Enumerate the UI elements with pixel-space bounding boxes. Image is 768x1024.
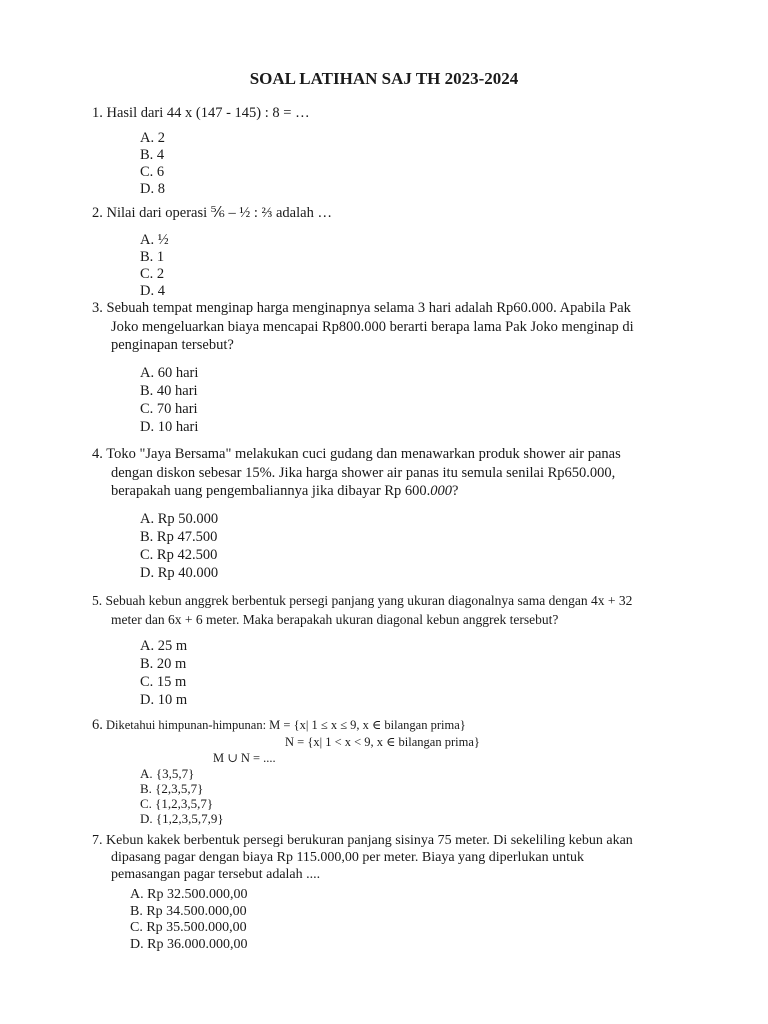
option-b: B. 40 hari	[140, 383, 198, 399]
option-c: C. {1,2,3,5,7}	[140, 796, 214, 811]
question-4-line-1: 4. Toko "Jaya Bersama" melakukan cuci gudang dan menawarkan produk shower air panas	[92, 446, 621, 462]
option-a: A. 25 m	[140, 638, 188, 654]
option-b: B. 20 m	[140, 656, 187, 672]
option-a: A. 60 hari	[140, 365, 199, 381]
question-1	[92, 104, 682, 123]
option-d: D. 10 hari	[140, 419, 199, 435]
option-d: D. 10 m	[140, 692, 188, 708]
option-c: C. Rp 35.500.000,00	[130, 920, 247, 935]
option-b: B. 4	[140, 147, 165, 163]
question-1-options	[140, 130, 165, 198]
question-6-intro: Diketahui himpunan-himpunan: M = {x| 1 ≤ x ≤ 9, x ∈ bilangan prima}	[106, 718, 466, 732]
question-3-line-1: 3. Sebuah tempat menginap harga menginapnya selama 3 hari adalah Rp60.000. Apabila Pak	[92, 300, 631, 316]
question-3-line-2: Joko mengeluarkan biaya mencapai Rp800.000 berarti berapa lama Pak Joko menginap di	[111, 318, 634, 335]
option-d: D. {1,2,3,5,7,9}	[140, 811, 224, 826]
question-2-options	[140, 232, 169, 300]
option-a: A. {3,5,7}	[140, 766, 195, 781]
question-3-line-3: penginapan tersebut?	[111, 337, 234, 353]
option-d: D. Rp 36.000.000,00	[130, 936, 248, 952]
option-b: B. Rp 34.500.000,00	[130, 903, 247, 919]
question-6-union: M ∪ N = ....	[213, 751, 276, 765]
option-b: B. Rp 47.500	[140, 529, 218, 545]
option-b: B. {2,3,5,7}	[140, 781, 204, 796]
option-c: C. 15 m	[140, 674, 187, 690]
question-5-line-2: meter dan 6x + 6 meter. Maka berapakah ukuran diagonal kebun anggrek tersebut?	[111, 611, 559, 627]
option-c: C. 70 hari	[140, 401, 198, 417]
question-1-text: 1. Hasil dari 44 x (147 - 145) : 8 = …	[92, 105, 310, 121]
option-d: D. 8	[140, 181, 165, 197]
option-b: B. 1	[140, 249, 165, 265]
question-6-options	[140, 766, 224, 826]
option-a: A. Rp 32.500.000,00	[130, 887, 248, 902]
question-6-number: 6.	[92, 717, 103, 733]
question-7-line-3: pemasangan pagar tersebut adalah ....	[111, 867, 321, 882]
question-4	[92, 445, 682, 501]
question-7-options	[130, 887, 247, 953]
question-3-options	[140, 364, 198, 436]
question-4-line-2: dengan diskon sebesar 15%. Jika harga shower air panas itu semula senilai Rp650.000,	[111, 464, 616, 481]
question-7-line-2: dipasang pagar dengan biaya Rp 115.000,00 per meter. Biaya yang diperlukan untuk	[111, 850, 585, 865]
question-7-line-1: 7. Kebun kakek berbentuk persegi berukuran panjang sisinya 75 meter. Di sekeliling kebun akan	[92, 833, 633, 848]
option-c: C. Rp 42.500	[140, 547, 218, 563]
question-6	[92, 718, 466, 733]
question-4-italic-amount: 000	[430, 483, 453, 499]
option-c: C. 2	[140, 266, 165, 282]
question-2-text: 2. Nilai dari operasi ⅚ – ½ : ⅔ adalah …	[92, 205, 332, 221]
question-4-line-3	[92, 482, 682, 501]
question-5	[92, 592, 692, 629]
question-5-options	[140, 637, 187, 709]
option-a: A. Rp 50.000	[140, 511, 219, 527]
question-3	[92, 299, 682, 355]
question-4-question-mark: ?	[452, 483, 459, 499]
option-a: A. ½	[140, 232, 169, 248]
option-d: D. 4	[140, 283, 165, 299]
question-7	[92, 832, 692, 883]
question-4-options	[140, 510, 218, 582]
option-a: A. 2	[140, 130, 165, 146]
question-2	[92, 204, 682, 223]
option-d: D. Rp 40.000	[140, 565, 219, 581]
question-4-line-3-text: berapakah uang pengembaliannya jika dibayar Rp 600.	[111, 483, 431, 499]
document-title: SOAL LATIHAN SAJ TH 2023-2024	[249, 69, 519, 88]
option-c: C. 6	[140, 164, 165, 180]
question-5-line-1: 5. Sebuah kebun anggrek berbentuk persegi panjang yang ukuran diagonalnya sama dengan 4x + 32	[92, 593, 633, 608]
question-6-set-n: N = {x| 1 < x < 9, x ∈ bilangan prima}	[285, 735, 480, 749]
